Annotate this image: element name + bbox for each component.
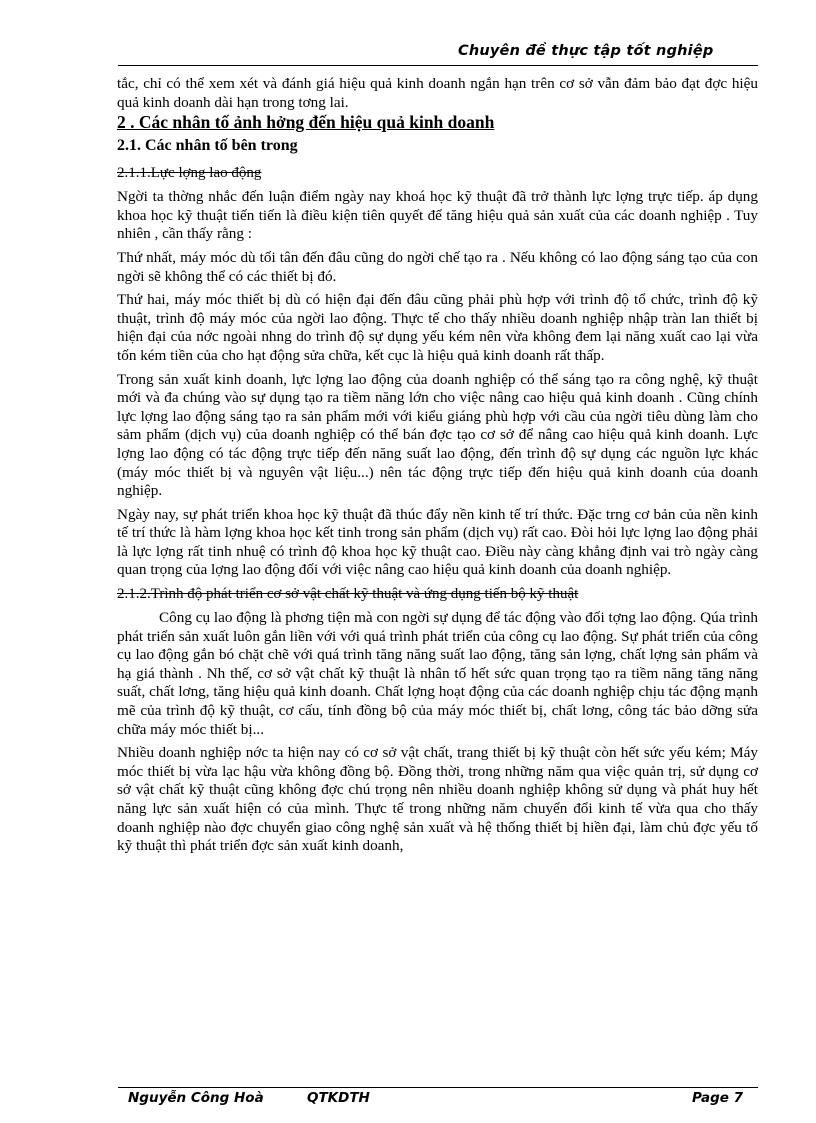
footer-rule: [118, 1087, 758, 1088]
section-heading-2-1-2: 2.1.2.Trình độ phát triển cơ sở vật chất kỹ thuật và ứng dụng tiến bộ kỹ thuật: [117, 586, 579, 603]
footer-class: QTKDTH: [307, 1090, 370, 1106]
page-body: [117, 75, 758, 861]
header-rule: [118, 65, 758, 66]
paragraph-intro: tắc, chỉ có thể xem xét và đánh giá hiệu quả kinh doanh ngắn hạn trên cơ sở vẫn đảm bảo đạt đợc hiệu quả kinh doanh dài hạn trong tơng lai.: [117, 75, 758, 111]
footer-author: Nguyễn Công Hoà: [128, 1090, 264, 1106]
paragraph: Trong sản xuất kinh doanh, lực lợng lao động của doanh nghiệp có thể sáng tạo ra công nghệ, kỹ thuật mới và đa chúng vào sự dụng tạo ra tiềm năng lớn cho việc nâng cao hiệu quả kinh doanh . Cũng chính lực lợng lao động sáng tạo ra sản phẩm mới với kiểu giáng phù hợp với cầu của ngời tiêu dùng làm cho sảm phẩm (dịch vụ) của doanh nghiệp có thể bán đợc tạo cơ sở để nâng cao hiệu quả kinh doanh. Lực lợng lao động có tác động trực tiếp đến năng suất lao động, đến trình độ sự dụng các nguồn lực khác (máy móc thiết bị và nguyên vật liệu...) nên tác động trực tiếp đến hiệu quả kinh doanh của doanh nghiệp.: [117, 370, 758, 500]
section-heading-2-1: 2.1. Các nhân tố bên trong: [117, 137, 298, 155]
paragraph: Thứ hai, máy móc thiết bị dù có hiện đại đến đâu cũng phải phù hợp với trình độ tổ chức, trình độ kỹ thuật, trình độ máy móc của ngời lao động. Thực tế cho thấy nhiều doanh nghiệp nhập tràn lan thiết bị hiện đại của nớc ngoài nhng do trình độ sự dụng yếu kém nên vừa không đem lại năng xuất cao lại vừa tốn kém tiền của cho hạt động sửa chữa, kết cục là hiệu quả kinh doanh rất thấp.: [117, 291, 758, 364]
section-heading-2: 2 . Các nhân tố ảnh hởng đến hiệu quả kinh doanh: [117, 112, 495, 133]
paragraph: Thứ nhất, máy móc dù tối tân đến đâu cũng do ngời chế tạo ra . Nếu không có lao động sáng tạo của con ngời sẽ không thể có các thiết bị đó.: [117, 248, 758, 285]
page-number: Page 7: [692, 1090, 744, 1106]
section-heading-2-1-1: 2.1.1.Lực lợng lao động: [117, 165, 262, 182]
paragraph: Công cụ lao động là phơng tiện mà con ngời sự dụng để tác động vào đối tợng lao động. Qúa trình phát triển sản xuất luôn gắn liền với với quá trình phát triển của công cụ lao động. Sự phát triển của công cụ lao động gắn bó chặt chẽ với quá trình tăng năng suất lao động, tăng sản lợng, chất lợng sản phẩm và hạ giá thành . Nh thế, cơ sở vật chất kỹ thuật là nhân tố hết sức quan trọng tạo ra tiềm năng tăng năng suất, chất lơng, tăng hiệu quả kinh doanh. Chất lợng hoạt động của các doanh nghiệp chịu tác động mạnh mẽ của trình độ kỹ thuật, cơ cấu, tính đồng bộ của máy móc thiết bị, chất lơng, công tác bảo dỡng sửa chữa máy móc thiết bị...: [117, 609, 758, 738]
paragraph: Ngời ta thờng nhắc đến luận điểm ngày nay khoá học kỹ thuật đã trở thành lực lợng trực tiếp. áp dụng khoa học kỹ thuật tiến tiến là điều kiện tiên quyết để tăng hiệu quả sản xuất của các doanh nghiệp . Tuy nhiên , cần thấy rằng :: [117, 188, 758, 243]
paragraph: Nhiều doanh nghiệp nớc ta hiện nay có cơ sở vật chất, trang thiết bị kỹ thuật còn hết sức yếu kém; Máy móc thiết bị vừa lạc hậu vừa không đồng bộ. Đồng thời, trong những năm qua việc quản trị, sử dụng cơ sở vật chất kỹ thuật cũng không đợc chú trọng nên nhiều doanh nghiệp không sử dụng và phát huy hết năng lực sản xuất hiện có của mình. Thực tế trong những năm chuyển đổi kinh tế vừa qua cho thấy doanh nghiệp nào đợc chuyển giao công nghệ sản xuất và hệ thống thiết bị hiền đại, làm chủ đợc yếu tố kỹ thuật thì phát triển đợc sản xuất kinh doanh,: [117, 744, 758, 855]
paragraph: Ngày nay, sự phát triển khoa học kỹ thuật đã thúc đẩy nền kinh tế trí thức. Đặc trng cơ bản của nền kinh tế trí thức là hàm lợng khoa học kết tinh trong sản phẩm (dịch vụ) rất cao. Đòi hỏi lực lợng lao động phải là lực lợng rất tinh nhuệ có trình độ khoa học kỹ thuật cao. Điều này càng khẳng định vai trò ngày càng quan trọng của lợng lao động đối với việc nâng cao hiệu quả kinh doanh của doanh nghiệp.: [117, 505, 758, 579]
running-header: Chuyên đề thực tập tốt nghiệp: [458, 43, 714, 59]
